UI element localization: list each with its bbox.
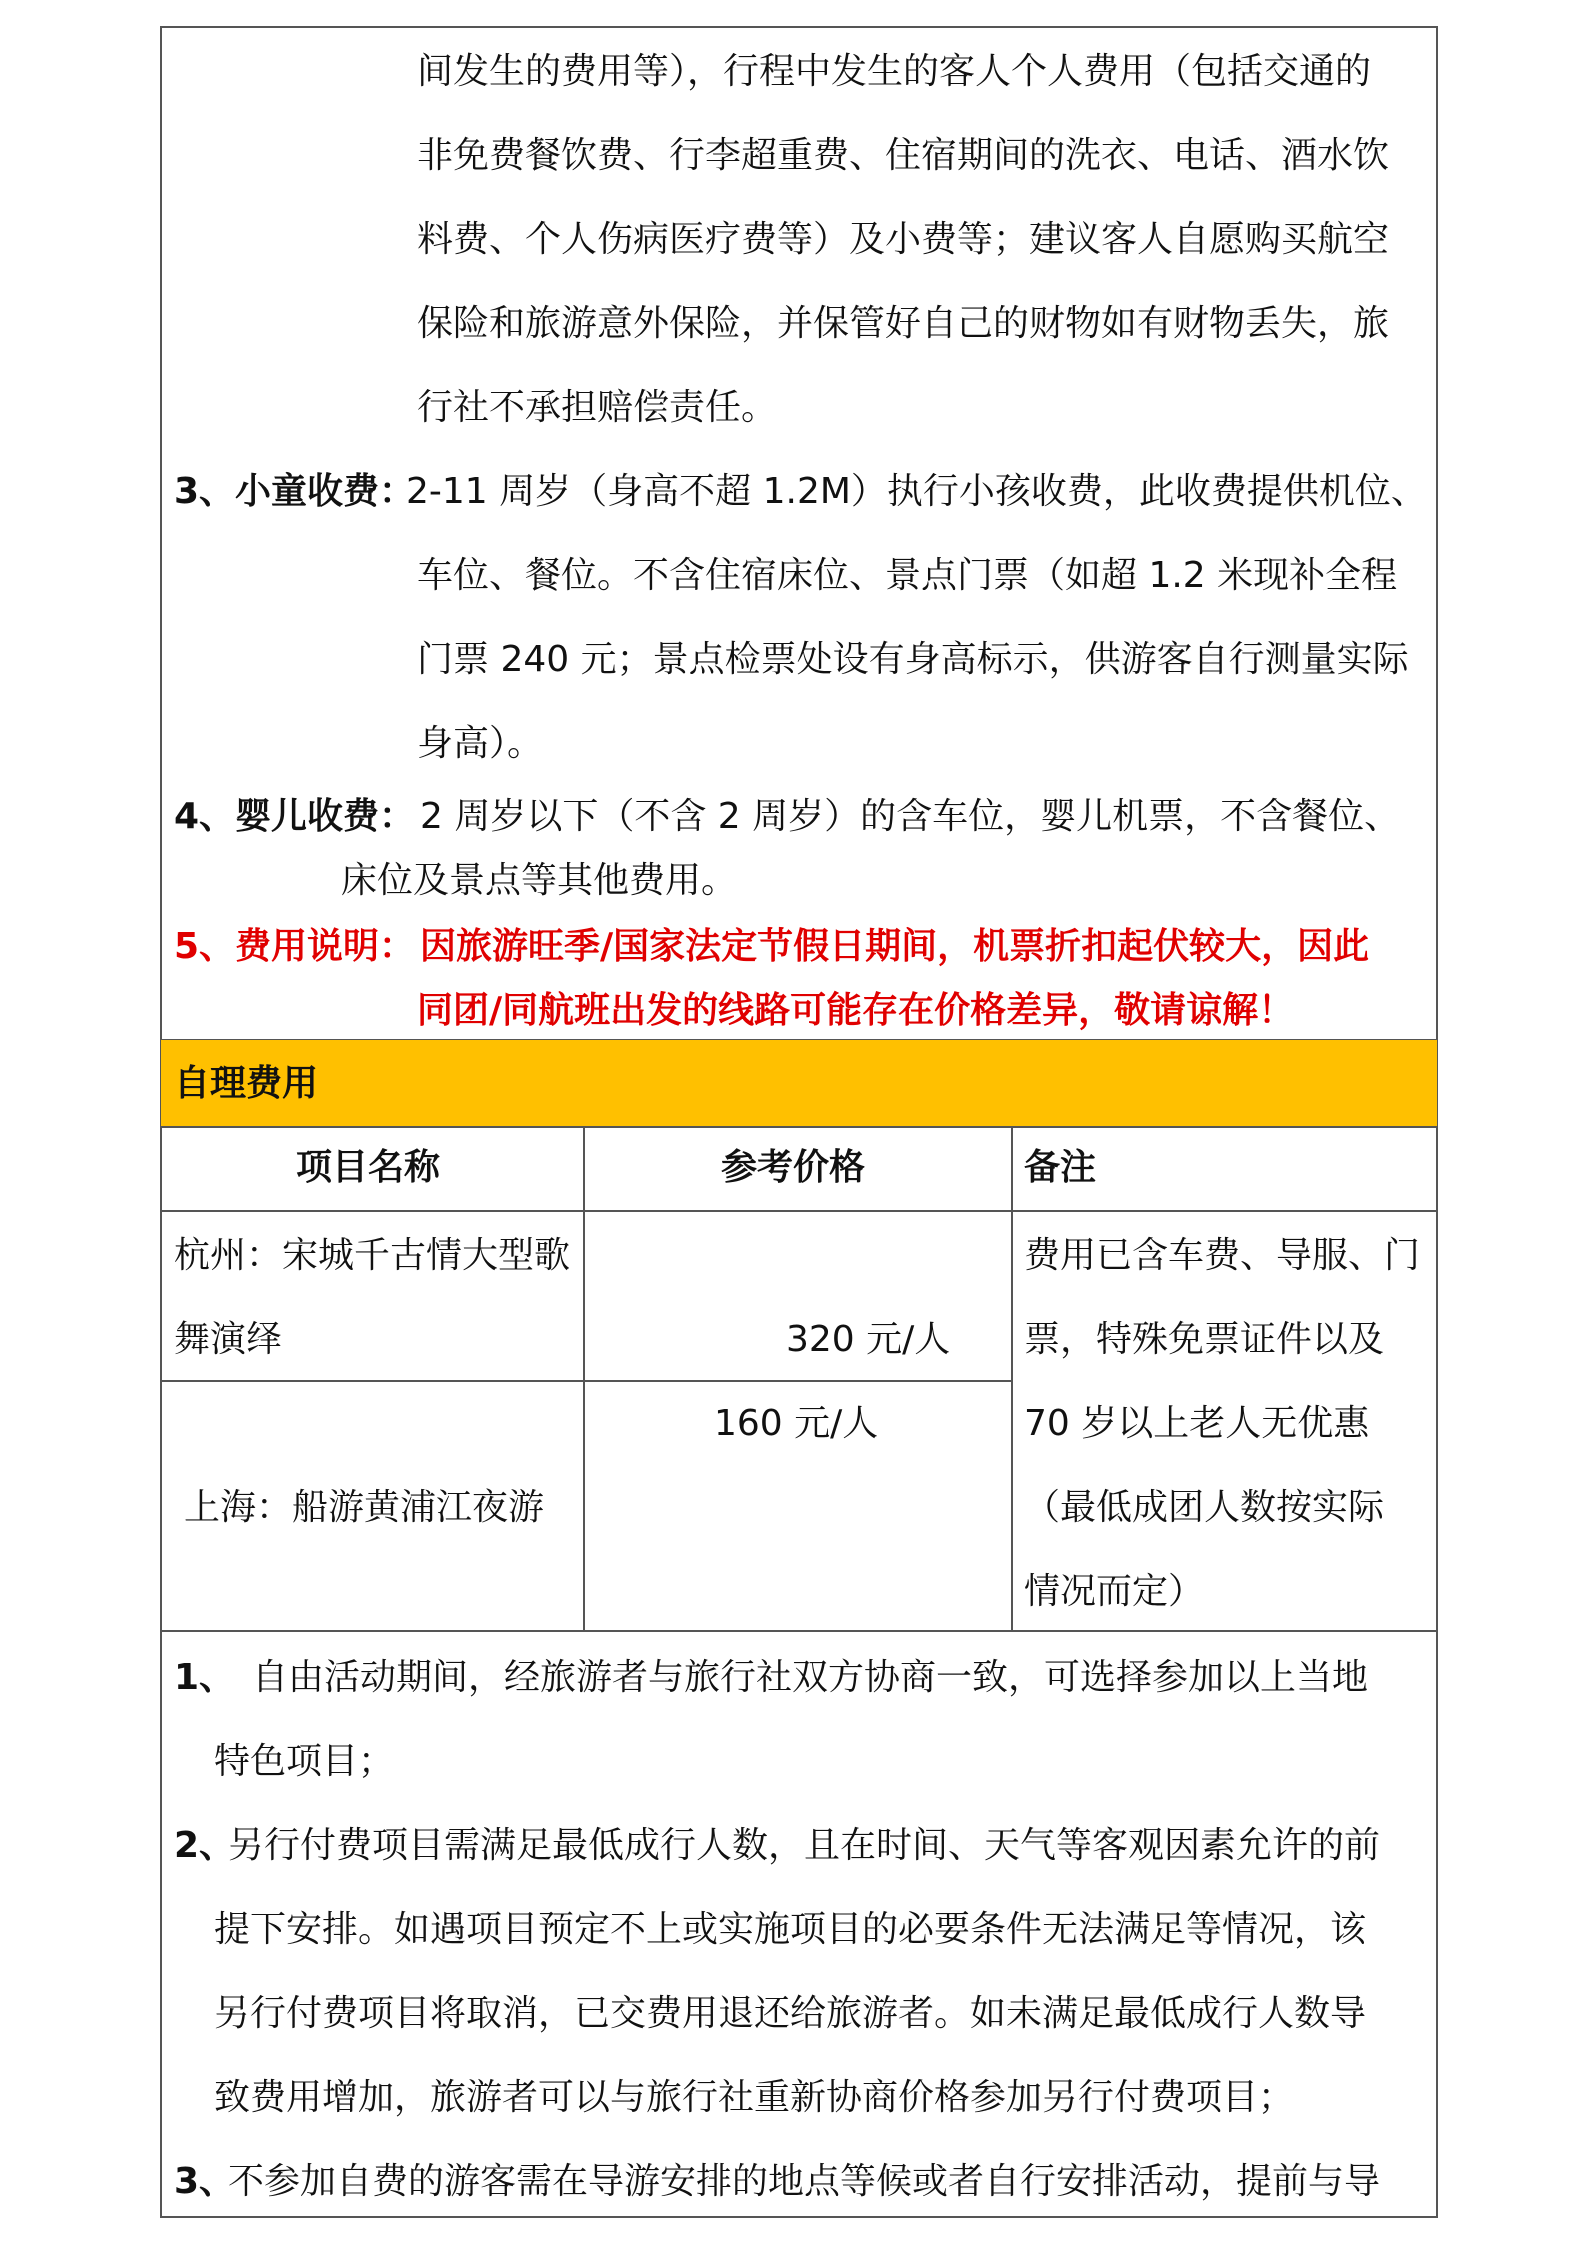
- note-text: 提下安排。如遇项目预定不上或实施项目的必要条件无法满足等情况，该: [214, 1909, 1367, 1950]
- remark-line: 70 岁以上老人无优惠: [1024, 1403, 1370, 1444]
- table-divider: [160, 1630, 1438, 1632]
- column-header-price: 参考价格: [721, 1147, 866, 1188]
- column-divider: [583, 1127, 585, 1631]
- table-divider: [160, 1210, 1438, 1212]
- row-item-name: 杭州：宋城千古情大型歌: [174, 1235, 571, 1276]
- table-divider: [160, 1126, 1438, 1128]
- continued-text-line: 料费、个人伤病医疗费等）及小费等；建议客人自愿购买航空: [417, 219, 1390, 260]
- remark-line: 票，特殊免票证件以及: [1024, 1319, 1385, 1360]
- infant-fee-label: 4、婴儿收费：: [174, 796, 416, 837]
- fee-note-text: 因旅游旺季/国家法定节假日期间，机票折扣起伏较大，因此: [420, 926, 1370, 967]
- note-text: 另行付费项目需满足最低成行人数，且在时间、天气等客观因素允许的前: [228, 1825, 1381, 1866]
- child-fee-text: 身高）。: [417, 723, 544, 764]
- note-text: 自由活动期间，经旅游者与旅行社双方协商一致，可选择参加以上当地: [252, 1657, 1369, 1698]
- row-item-price: 160 元/人: [714, 1403, 879, 1444]
- continued-text-line: 行社不承担赔偿责任。: [417, 387, 778, 428]
- child-fee-label: 3、小童收费：: [174, 471, 416, 512]
- continued-text-line: 保险和旅游意外保险，并保管好自己的财物如有财物丢失，旅: [417, 303, 1390, 344]
- column-header-remark: 备注: [1024, 1147, 1097, 1188]
- child-fee-text: 车位、餐位。不含住宿床位、景点门票（如超 1.2 米现补全程: [417, 555, 1398, 596]
- remark-line: （最低成团人数按实际: [1024, 1487, 1385, 1528]
- column-divider: [1011, 1127, 1013, 1631]
- remark-line: 费用已含车费、导服、门: [1024, 1235, 1421, 1276]
- row-item-name: 上海：船游黄浦江夜游: [184, 1487, 545, 1528]
- remark-line: 情况而定）: [1024, 1571, 1205, 1612]
- row-item-price: 320 元/人: [786, 1319, 951, 1360]
- child-fee-text: 门票 240 元；景点检票处设有身高标示，供游客自行测量实际: [417, 639, 1409, 680]
- note-text: 不参加自费的游客需在导游安排的地点等候或者自行安排活动，提前与导: [228, 2161, 1381, 2202]
- note-text: 特色项目；: [214, 1741, 395, 1782]
- self-pay-header: 自理费用: [174, 1063, 319, 1104]
- note-number: 3、: [174, 2161, 236, 2202]
- child-fee-text: 2-11 周岁（身高不超 1.2M）执行小孩收费，此收费提供机位、: [406, 471, 1427, 512]
- note-number: 1、: [174, 1657, 236, 1698]
- infant-fee-text: 2 周岁以下（不含 2 周岁）的含车位，婴儿机票，不含餐位、: [420, 796, 1401, 837]
- table-divider: [160, 1380, 1012, 1382]
- self-pay-header-band: [161, 1040, 1437, 1126]
- note-text: 另行付费项目将取消，已交费用退还给旅游者。如未满足最低成行人数导: [214, 1993, 1367, 2034]
- row-item-name: 舞演绎: [174, 1319, 283, 1360]
- note-text: 致费用增加，旅游者可以与旅行社重新协商价格参加另行付费项目；: [214, 2077, 1295, 2118]
- column-header-name: 项目名称: [296, 1147, 441, 1188]
- note-number: 2、: [174, 1825, 236, 1866]
- infant-fee-text: 床位及景点等其他费用。: [341, 860, 738, 901]
- continued-text-line: 间发生的费用等），行程中发生的客人个人费用（包括交通的: [417, 51, 1372, 92]
- fee-note-label: 5、费用说明：: [174, 926, 416, 967]
- fee-note-text: 同团/同航班出发的线路可能存在价格差异，敬请谅解！: [417, 990, 1295, 1031]
- continued-text-line: 非免费餐饮费、行李超重费、住宿期间的洗衣、电话、酒水饮: [417, 135, 1390, 176]
